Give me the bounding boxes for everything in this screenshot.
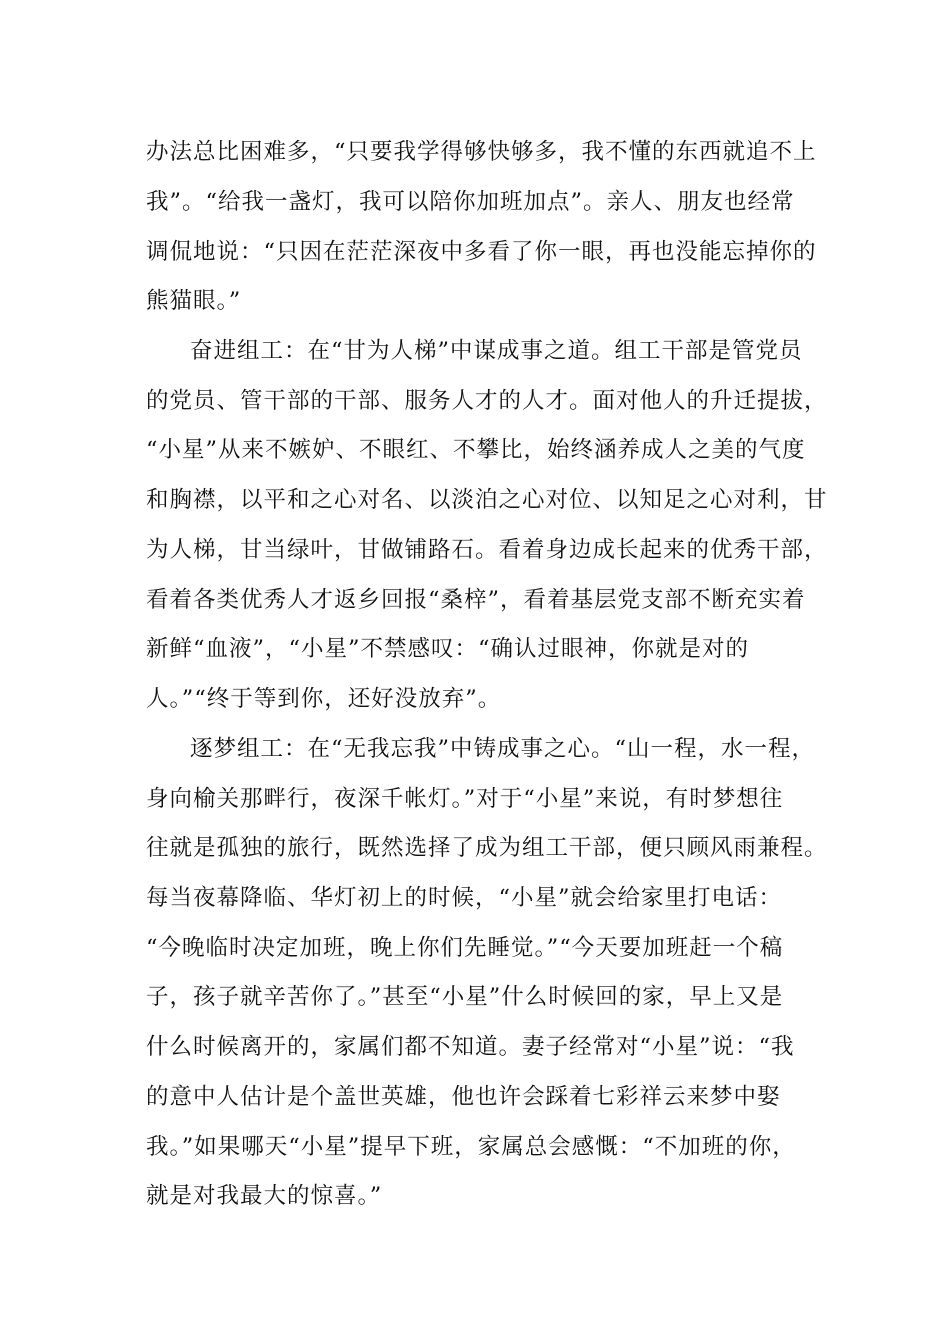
text-line: 就是对我最大的惊喜。” — [146, 1183, 383, 1209]
text-line: 子，孩子就辛苦你了。”甚至“小星”什么时候回的家，早上又是 — [146, 984, 784, 1010]
text-line: 的党员、管干部的干部、服务人才的人才。面对他人的升迁提拔， — [146, 388, 828, 414]
text-line: 的意中人估计是个盖世英雄，他也许会踩着七彩祥云来梦中娶 — [146, 1084, 781, 1110]
text-line: 身向榆关那畔行，夜深千帐灯。”对于“小星”来说，有时梦想往 — [146, 786, 784, 812]
text-line: 什么时候离开的，家属们都不知道。妻子经常对“小星”说：“我 — [146, 1034, 795, 1060]
text-line: 新鲜“血液”，“小星”不禁感叹：“确认过眼神，你就是对的 — [146, 636, 750, 662]
text-line: 办法总比困难多，“只要我学得够快够多，我不懂的东西就追不上 — [146, 139, 817, 165]
text-line: “小星”从来不嫉妒、不眼红、不攀比，始终涵养成人之美的气度 — [146, 437, 806, 463]
paragraph-start-line: 奋进组工：在“甘为人梯”中谋成事之道。组工干部是管党员 — [190, 338, 803, 364]
text-line: 为人梯，甘当绿叶，甘做铺路石。看着身边成长起来的优秀干部， — [146, 537, 828, 563]
text-line: 熊猫眼。” — [146, 288, 242, 314]
text-line: 我。”如果哪天“小星”提早下班，家属总会感慨：“不加班的你， — [146, 1134, 796, 1160]
text-line: 看着各类优秀人才返乡回报“桑梓”，看着基层党支部不断充实着 — [146, 587, 806, 613]
text-line: 人。”“终于等到你，还好没放弃”。 — [146, 686, 502, 712]
text-line: 每当夜幕降临、华灯初上的时候，“小星”就会给家里打电话： — [146, 885, 783, 911]
text-line: 往就是孤独的旅行，既然选择了成为组工干部，便只顾风雨兼程。 — [146, 835, 828, 861]
text-line: 和胸襟，以平和之心对名、以淡泊之心对位、以知足之心对利，甘 — [146, 487, 828, 513]
text-line: 我”。“给我一盏灯，我可以陪你加班加点”。亲人、朋友也经常 — [146, 189, 795, 215]
paragraph-start-line: 逐梦组工：在“无我忘我”中铸成事之心。“山一程，水一程， — [190, 736, 816, 762]
text-line: 调侃地说：“只因在茫茫深夜中多看了你一眼，再也没能忘掉你的 — [146, 239, 817, 265]
text-line: “今晚临时决定加班，晚上你们先睡觉。”“今天要加班赶一个稿 — [146, 935, 784, 961]
